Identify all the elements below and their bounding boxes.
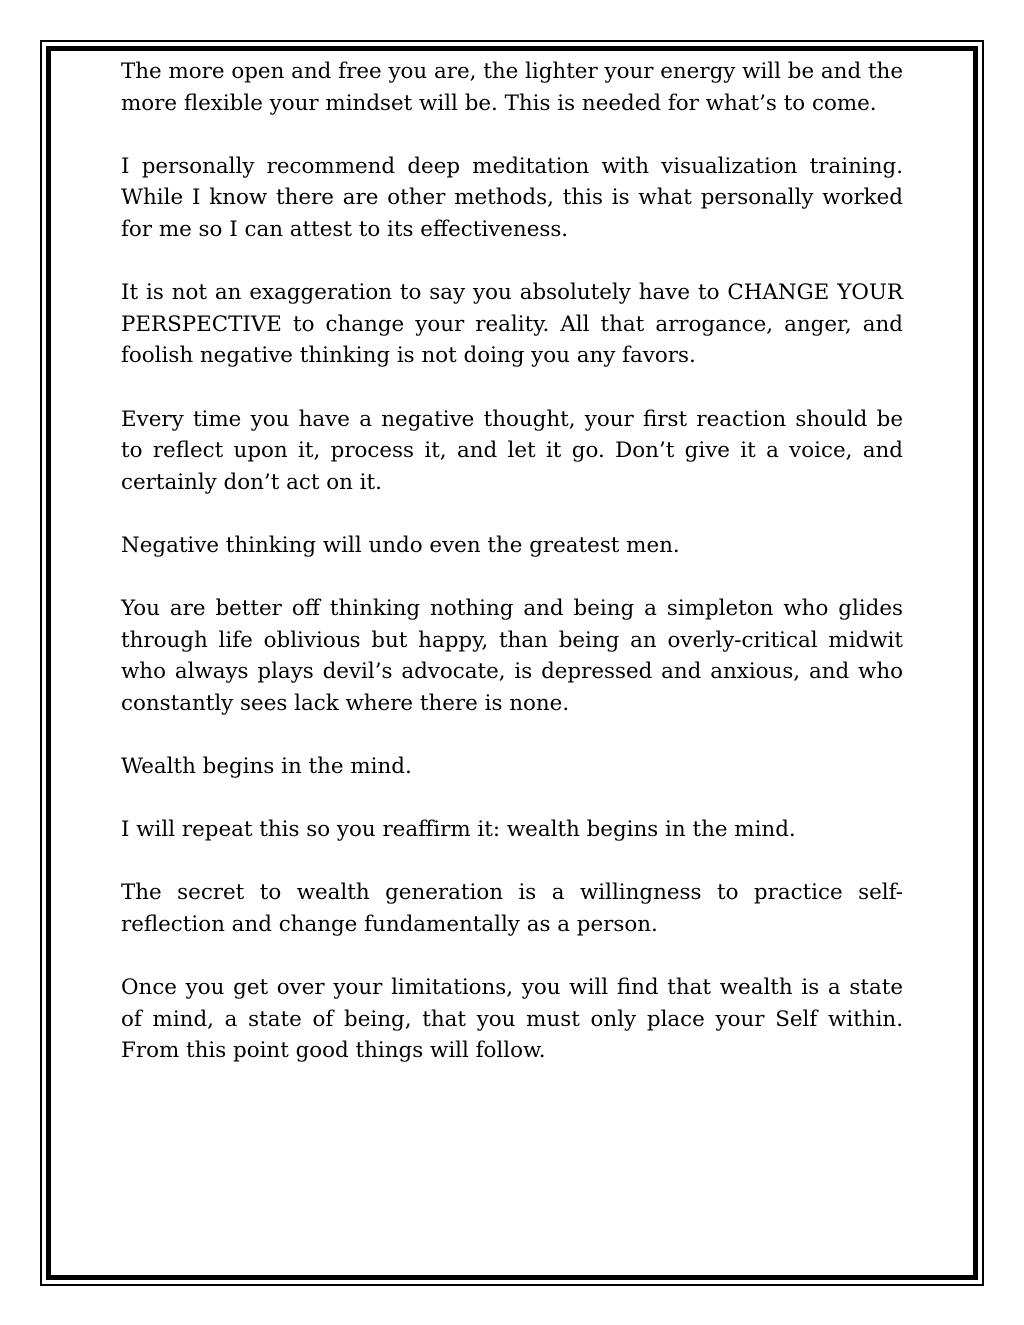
paragraph: Negative thinking will undo even the greatest men. bbox=[121, 532, 680, 558]
paragraph: The more open and free you are, the lighter your energy will be and the more flexible your mindset will be. This is needed for what’s to come. bbox=[121, 59, 903, 116]
paragraph: Once you get over your limitations, you will find that wealth is a state of mind, a state of being, that you must only place your Self within. From this point good things will follow. bbox=[121, 975, 903, 1064]
paragraph: The secret to wealth generation is a willingness to practice self-reflection and change fundamentally as a person. bbox=[121, 880, 903, 938]
paragraph: It is not an exaggeration to say you absolutely have to CHANGE YOUR PERSPECTIVE to change your reality. All that arrogance, anger, and foolish negative thinking is not doing you any favors. bbox=[121, 280, 903, 369]
paragraph: Wealth begins in the mind. bbox=[121, 754, 412, 780]
paragraph: Every time you have a negative thought, your first reaction should be to reflect upon it, process it, and let it go. Don’t give it a voice, and certainly don’t act on it. bbox=[121, 406, 903, 495]
paragraph: I will repeat this so you reaffirm it: wealth begins in the mind. bbox=[121, 817, 796, 843]
page-body bbox=[121, 56, 903, 1099]
paragraph: You are better off thinking nothing and being a simpleton who glides through life oblivious but happy, than being an overly-critical midwit who always plays devil’s advocate, is depressed and anxious, and who constantly sees lack where there is none. bbox=[121, 596, 903, 716]
paragraph: I personally recommend deep meditation with visualization training. While I know there are other methods, this is what personally worked for me so I can attest to its effectiveness. bbox=[121, 153, 903, 242]
